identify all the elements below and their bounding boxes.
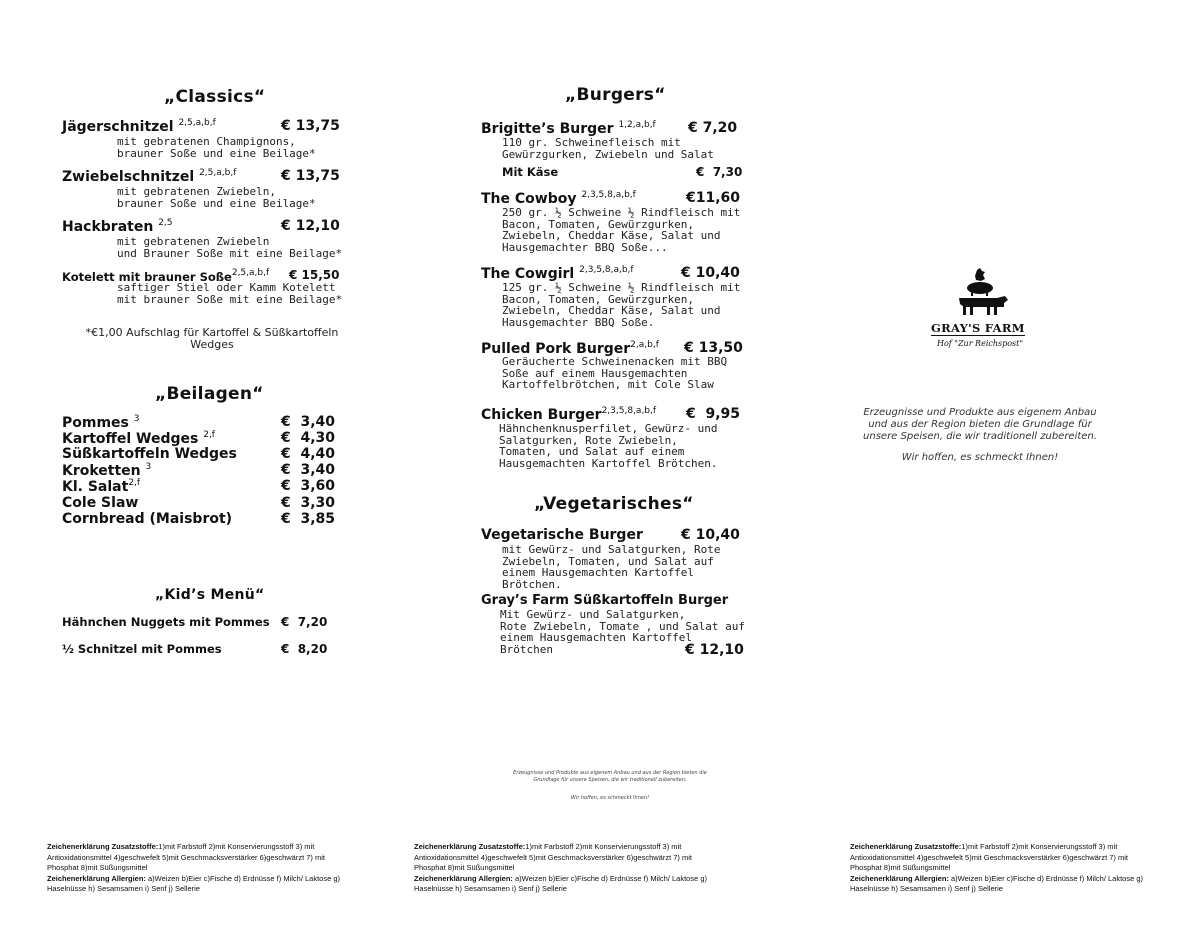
logo	[925, 268, 1035, 358]
kids-item-price: € 7,20	[281, 615, 328, 629]
side-item-price: € 3,60	[281, 478, 336, 494]
menu-item-desc: saftiger Stiel oder Kamm Kotelett mit brauner Soße mit eine Beilage*	[117, 281, 343, 306]
tiny-wish-text: Wir hoffen, es schmeckt Ihnen!	[570, 795, 650, 801]
menu-item-name: Kotelett mit brauner Soße$^{2,5,a,b,f}$	[62, 268, 270, 284]
menu-item-name: Zwiebelschnitzel $^{2,5,a,b,f}$	[62, 168, 237, 185]
side-item-name: Kartoffel Wedges $^{2,f}$	[62, 430, 215, 447]
item-sup: 2,5,a,b,f	[231, 268, 270, 278]
veg-item-price: € 10,40	[681, 527, 740, 543]
veg-item-name: Vegetarische Burger	[481, 527, 643, 543]
menu-item-name: Hackbraten $^{2,5}$	[62, 218, 173, 235]
kids-heading: „Kid’s Menü“	[155, 587, 265, 603]
item-sup: 2,5	[158, 218, 173, 228]
burger-item-desc: 125 gr. ½ Schweine ½ Rindfleisch mit Bacon, Tomaten, Gewürzgurken, Zwiebeln, Cheddar Käse, Salat und Hausgemachter BBQ Soße.	[502, 281, 741, 329]
burger-item-price: € 13,50	[684, 340, 743, 356]
side-item-name: Cole Slaw	[62, 495, 139, 511]
side-item-name: Pommes $^3$	[62, 414, 140, 431]
farm-animals-icon	[925, 268, 1035, 316]
veg-item-price: € 12,10	[685, 642, 744, 658]
burger-item-name: The Cowboy $^{2,3,5,8,a,b,f}$	[481, 190, 636, 207]
logo-sub: Hof "Zur Reichspost"	[937, 339, 1024, 348]
side-item-price: € 4,30	[281, 430, 336, 446]
logo-name: GRAY'S FARM	[931, 321, 1025, 335]
item-sup: 2,5,a,b,f	[178, 118, 216, 128]
vegetarisches-heading: „Vegetarisches“	[534, 494, 694, 514]
footer-legend-left: Zeichenerklärung Zusatzstoffe:1)mit Farbstoff 2)mit Konservierungsstoff 3) mit Antioxidationsmittel 4)geschwefelt 5)mit Geschmacksverstärker 6)geschwärzt 7) mit Phosphat 8)mit Süßungsmittel Zeichenerklärung Allergien: a)Weizen b)Eier c)Fische d) Erdnüsse f) Milch/ Laktose g) Haselnüsse h) Sesamsamen i) Senf j) Sellerie	[47, 842, 341, 893]
side-intro-text: Erzeugnisse und Produkte aus eigenem Anbau und aus der Region bieten die Grundlage für unsere Speisen, die wir traditionell zubereiten.	[863, 407, 1097, 442]
menu-item-desc: mit gebratenen Zwiebeln, brauner Soße und eine Beilage*	[117, 185, 316, 210]
veg-item-desc: mit Gewürz- und Salatgurken, Rote Zwiebeln, Tomaten, und Salat auf einem Hausgemachten Kartoffel Brötchen.	[502, 543, 721, 591]
menu-item-price: € 12,10	[281, 218, 340, 234]
burger-item-desc: 110 gr. Schweinefleisch mit Gewürzgurken, Zwiebeln und Salat	[502, 136, 714, 161]
burger-item-price: € 9,95	[686, 406, 741, 422]
surcharge-note: *€1,00 Aufschlag für Kartoffel & Süßkartoffeln Wedges	[85, 326, 339, 351]
burgers-heading: „Burgers“	[565, 85, 666, 105]
footer-legend-right: Zeichenerklärung Zusatzstoffe:1)mit Farbstoff 2)mit Konservierungsstoff 3) mit Antioxidationsmittel 4)geschwefelt 5)mit Geschmacksverstärker 6)geschwärzt 7) mit Phosphat 8)mit Süßungsmittel Zeichenerklärung Allergien: a)Weizen b)Eier c)Fische d) Erdnüsse f) Milch/ Laktose g) Haselnüsse h) Sesamsamen i) Senf j) Sellerie	[850, 842, 1144, 893]
extra-cheese-price: € 7,30	[696, 165, 743, 179]
side-item-name: Kroketten $^3$	[62, 462, 152, 479]
item-sup: 2,5,a,b,f	[199, 168, 237, 178]
burger-item-name: Brigitte’s Burger $^{1,2,a,b,f}$	[481, 120, 656, 137]
side-item-name: Kl. Salat$^{2,f}$	[62, 478, 141, 495]
side-item-price: € 3,30	[281, 495, 336, 511]
kids-item-name: ½ Schnitzel mit Pommes	[62, 642, 222, 656]
burger-item-desc: 250 gr. ½ Schweine ½ Rindfleisch mit Bacon, Tomaten, Gewürzgurken, Zwiebeln, Cheddar Käse, Salat und Hausgemachter BBQ Soße...	[502, 206, 741, 254]
veg-item-desc: Mit Gewürz- und Salatgurken, Rote Zwiebeln, Tomate , und Salat auf einem Hausgemachten Kartoffel Brötchen	[500, 608, 746, 656]
burger-item-name: The Cowgirl $^{2,3,5,8,a,b,f}$	[481, 265, 634, 282]
menu-item-desc: mit gebratenen Zwiebeln und Brauner Soße mit eine Beilage*	[117, 235, 343, 260]
burger-item-desc: Geräucherte Schweinenacken mit BBQ Soße auf einem Hausgemachten Kartoffelbrötchen, mit Cole Slaw	[502, 355, 728, 391]
side-item-name: Cornbread (Maisbrot)	[62, 511, 233, 527]
burger-item-price: € 10,40	[681, 265, 740, 281]
menu-item-price: € 15,50	[289, 268, 340, 282]
classics-heading: „Classics“	[164, 87, 266, 107]
burger-item-price: € 7,20	[688, 120, 738, 136]
side-wish-text: Wir hoffen, es schmeckt Ihnen!	[901, 452, 1059, 463]
veg-item-name: Gray’s Farm Süßkartoffeln Burger	[481, 593, 729, 608]
beilagen-heading: „Beilagen“	[155, 384, 264, 404]
tiny-intro-text: Erzeugnisse und Produkte aus eigenem Anbau und aus der Region bieten die Grundlage für unsere Speisen, die wir traditionell zubereiten.	[513, 770, 707, 783]
burger-item-name: Pulled Pork Burger$^{2,a,b,f}$	[481, 340, 659, 357]
kids-item-price: € 8,20	[281, 642, 328, 656]
side-item-price: € 3,40	[281, 414, 336, 430]
extra-cheese-name: Mit Käse	[502, 165, 559, 179]
footer-legend-middle: Zeichenerklärung Zusatzstoffe:1)mit Farbstoff 2)mit Konservierungsstoff 3) mit Antioxidationsmittel 4)geschwefelt 5)mit Geschmacksverstärker 6)geschwärzt 7) mit Phosphat 8)mit Süßungsmittel Zeichenerklärung Allergien: a)Weizen b)Eier c)Fische d) Erdnüsse f) Milch/ Laktose g) Haselnüsse h) Sesamsamen i) Senf j) Sellerie	[414, 842, 708, 893]
burger-item-price: €11,60	[686, 190, 741, 206]
side-item-price: € 4,40	[281, 446, 336, 462]
side-item-price: € 3,40	[281, 462, 336, 478]
menu-item-name: Jägerschnitzel $^{2,5,a,b,f}$	[62, 118, 216, 135]
kids-item-name: Hähnchen Nuggets mit Pommes	[62, 615, 270, 629]
side-item-price: € 3,85	[281, 511, 336, 527]
burger-item-name: Chicken Burger$^{2,3,5,8,a,b,f}$	[481, 406, 657, 423]
menu-item-price: € 13,75	[281, 118, 340, 134]
menu-item-price: € 13,75	[281, 168, 340, 184]
burger-item-desc: Hähnchenknusperfilet, Gewürz- und Salatgurken, Rote Zwiebeln, Tomaten, und Salat auf einem Hausgemachten Kartoffel Brötchen.	[499, 422, 718, 470]
menu-item-desc: mit gebratenen Champignons, brauner Soße und eine Beilage*	[117, 135, 316, 160]
side-item-name: Süßkartoffeln Wedges	[62, 446, 237, 462]
